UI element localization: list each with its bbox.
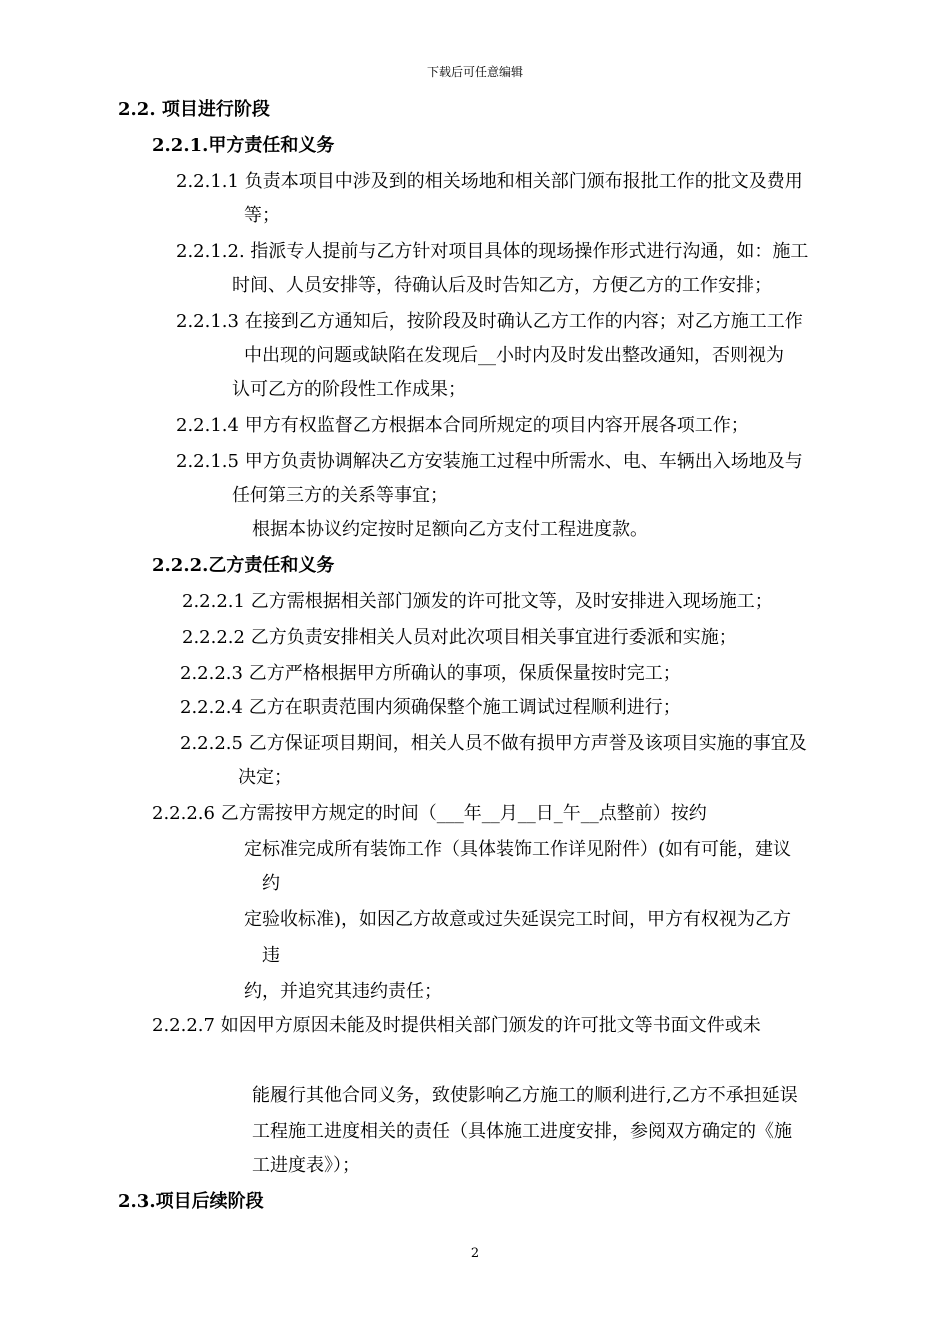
item-2-2-2-5-line2: 决定；: [238, 767, 292, 788]
section-2-2-title: 2.2. 项目进行阶段: [118, 99, 270, 120]
item-2-2-2-6-line5: 违: [262, 945, 280, 966]
item-2-2-1-1-line2: 等；: [244, 205, 280, 226]
item-2-2-1-5-line3: 根据本协议约定按时足额向乙方支付工程进度款。: [252, 519, 648, 540]
section-2-3-title: 2.3.项目后续阶段: [118, 1191, 264, 1212]
section-2-2-2-title: 2.2.2.乙方责任和义务: [152, 555, 335, 576]
item-2-2-2-6-line1: 2.2.2.6 乙方需按甲方规定的时间（___年__月__日_午__点整前）按约: [152, 803, 707, 824]
item-2-2-2-7-line2: 能履行其他合同义务，致使影响乙方施工的顺利进行,乙方不承担延误: [252, 1085, 798, 1106]
page-header: 下载后可任意编辑: [426, 65, 523, 79]
item-2-2-2-5-line1: 2.2.2.5 乙方保证项目期间，相关人员不做有损甲方声誉及该项目实施的事宜及: [180, 733, 807, 754]
item-2-2-1-1-line1: 2.2.1.1 负责本项目中涉及到的相关场地和相关部门颁布报批工作的批文及费用: [176, 171, 803, 192]
item-2-2-2-6-line3: 约: [262, 873, 280, 894]
item-2-2-2-4: 2.2.2.4 乙方在职责范围内须确保整个施工调试过程顺利进行；: [180, 697, 681, 718]
item-2-2-2-1: 2.2.2.1 乙方需根据相关部门颁发的许可批文等，及时安排进入现场施工；: [182, 591, 773, 612]
section-2-2-1-title: 2.2.1.甲方责任和义务: [152, 135, 335, 156]
item-2-2-2-6-line2: 定标准完成所有装饰工作（具体装饰工作详见附件）(如有可能，建议: [244, 839, 792, 860]
item-2-2-2-6-line6: 约，并追究其违约责任；: [244, 981, 442, 1002]
item-2-2-2-7-line1: 2.2.2.7 如因甲方原因未能及时提供相关部门颁发的许可批文等书面文件或未: [152, 1015, 761, 1036]
item-2-2-1-3-line3: 认可乙方的阶段性工作成果；: [232, 379, 466, 400]
item-2-2-2-6-line4: 定验收标准)，如因乙方故意或过失延误完工时间，甲方有权视为乙方: [244, 909, 792, 930]
item-2-2-2-2: 2.2.2.2 乙方负责安排相关人员对此次项目相关事宜进行委派和实施；: [182, 627, 737, 648]
item-2-2-1-2-line1: 2.2.1.2. 指派专人提前与乙方针对项目具体的现场操作形式进行沟通，如：施工: [176, 241, 809, 262]
item-2-2-1-2-line2: 时间、人员安排等，待确认后及时告知乙方，方便乙方的工作安排；: [232, 275, 772, 296]
item-2-2-1-3-line1: 2.2.1.3 在接到乙方通知后，按阶段及时确认乙方工作的内容；对乙方施工工作: [176, 311, 803, 332]
item-2-2-2-7-line3: 工程施工进度相关的责任（具体施工进度安排，参阅双方确定的《施: [252, 1121, 792, 1142]
item-2-2-1-5-line2: 任何第三方的关系等事宜；: [232, 485, 448, 506]
item-2-2-1-4: 2.2.1.4 甲方有权监督乙方根据本合同所规定的项目内容开展各项工作；: [176, 415, 749, 436]
item-2-2-1-3-line2: 中出现的问题或缺陷在发现后__小时内及时发出整改通知，否则视为: [244, 345, 784, 366]
item-2-2-1-5-line1: 2.2.1.5 甲方负责协调解决乙方安装施工过程中所需水、电、车辆出入场地及与: [176, 451, 803, 472]
item-2-2-2-7-line4: 工进度表》）；: [252, 1155, 360, 1176]
item-2-2-2-3: 2.2.2.3 乙方严格根据甲方所确认的事项，保质保量按时完工；: [180, 663, 681, 684]
page-number: 2: [470, 1246, 480, 1261]
